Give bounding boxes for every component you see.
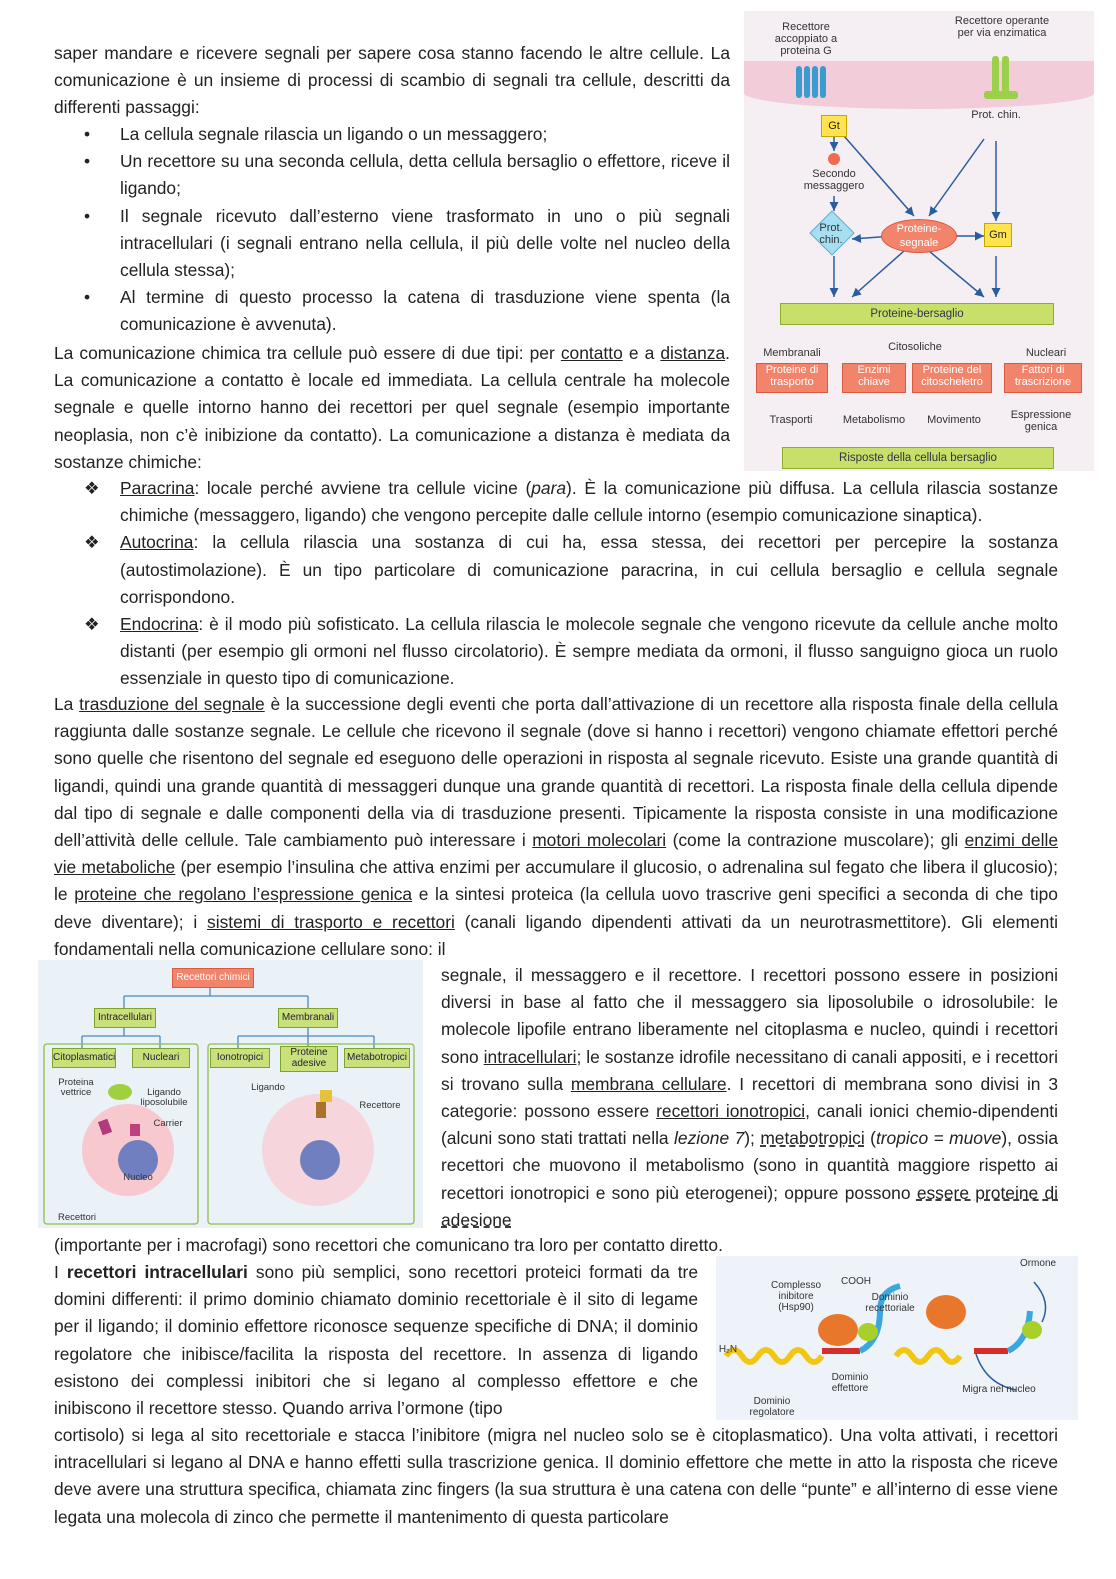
list-item: • Al termine di questo processo la catena di trasduzione viene spenta (la comunicazione è avvenuta). [84,287,730,335]
transduction-paragraph: La trasduzione del segnale è la successione degli eventi che porta dall’attivazione di un recettore alla risposta finale della cellula raggiunta dalle sostanze segnale. Le cellule che ricevono il segnale (dove si hanno i recettori) vengono chiamate effettori perché sono quelle che risentono del segnale ed eseguono delle operazioni in risposta al segnale ricevuto. Esiste una grande quantità di ligandi, quindi una grande quantità di messaggeri dunque una grande quantità di recettori. La risposta finale della cellula dipende dal tipo di segnale e dalle componenti della via di trasduzione presenti. Tipicamente la risposta consiste in una modificazione dell’attività delle cellule. Tale cambiamento può interessare i motori molecolari (come la contrazione muscolare); gli enzimi delle vie metaboliche (per esempio l’insulina che attiva enzimi per accumulare il glucosio, o adrenalina sul fegato che libera il glucosio); le proteine che regolano l’espressione genica e la sintesi proteica (la cellula uovo trascrive geni specifici a seconda di che tipo deve diventare); i sistemi di trasporto e recettori (canali ligando dipendenti attivati da un neurotrasmettitore). Gli elementi fondamentali nella comunicazione cellulare sono: il [54,694,1059,959]
target-cell-responses-bar: Risposte della cellula bersaglio [782,447,1054,469]
migrates-nucleus-label: Migra nel nucleo [962,1384,1036,1395]
nucleari-label: Nucleari [1025,347,1067,359]
ionotropic-node: Ionotropici [210,1048,270,1068]
gt-protein: Gt [821,115,847,137]
cytoplasmic-node: Citoplasmatici [52,1048,116,1068]
gpcr-label: Recettore accoppiato a proteina G [774,21,838,57]
transport-proteins: Proteine di trasporto [756,363,828,393]
nuclear-node: Nucleari [132,1048,190,1068]
regulatory-domain-label: Dominio regolatore [749,1396,795,1418]
chemical-receptors-figure [38,960,423,1228]
list-item: • La cellula segnale rilascia un ligando o un messaggero; [84,124,548,144]
steps-list [54,121,730,339]
carrier-protein-label: Proteina vettrice [58,1077,94,1098]
intro-paragraph: saper mandare e ricevere segnali per sapere cosa stanno facendo le altre cellule. La comunicazione è un insieme di processi di scambio di segnali tra cellule, descritti da differenti passaggi: [54,43,730,118]
adhesive-proteins-node: Proteine adesive [280,1046,338,1072]
prot-chin-left: Prot. chin. [819,222,843,246]
chemical-receptors-node: Recettori chimici [172,968,254,988]
second-messenger-label: Secondo messaggero [803,168,865,192]
membranali-label: Membranali [763,347,821,359]
regulatory-domain-right [896,1350,960,1362]
gpcr-receptor-icon [796,66,826,98]
key-enzymes: Enzimi chiave [842,363,906,393]
list-item-autocrina: ❖ Autocrina: la cellula rilascia una sostanza di cui ha, essa stessa, dei recettori per percepire la sostanza (autostimolazione). È un tipo particolare di comunicazione paracrina, in cui cellula bersaglio e cellula segnale corrispondono. [84,532,1058,607]
carrier-protein-icon [108,1084,132,1100]
hormone-label: Ormone [1019,1258,1057,1269]
inhibitor-complex-label: Complesso inibitore (Hsp90) [770,1280,822,1313]
ligand-label: Ligando [251,1082,285,1093]
liposoluble-ligand-label: Ligando liposolubile [140,1087,188,1108]
nucleus-label: Nucleo [123,1172,153,1183]
transcription-factors: Fattori di trascrizione [1004,363,1082,393]
receptors-label: Recettori [57,1212,96,1223]
metabotropic-node: Metabotropici [344,1048,410,1068]
target-proteins-bar: Proteine-bersaglio [780,303,1054,325]
receptor-domain-label: Dominio recettoriale [865,1292,915,1314]
list-item: • Il segnale ricevuto dall’esterno viene trasformato in uno o più segnali intracellulari (i segnali entrano nella cellula, il più delle volte nel nucleo della cellula stessa); [84,205,730,281]
intracellular-node: Intracellulari [94,1008,156,1028]
enzyme-receptor-icon [984,56,1018,99]
communication-paragraph: La comunicazione chimica tra cellule può essere di due tipi: per contatto e a distanza. La comunicazione a contatto è locale ed immediata. La cellula centrale ha molecole segnale e quelle intorno hanno dei recettori per quel segnale (esempio importante neoplasia, non c’è inibizione da contatto). La comunicazione a distanza è mediata da sostanze chimiche: [54,343,730,472]
receptor-label: Recettore [359,1100,401,1111]
list-item-endocrina: ❖ Endocrina: è il modo più sofisticato. La cellula rilascia le molecole segnale che vengono ricevute da cellule anche molto distanti (per esempio gli ormoni nel flusso circolatorio). È sempre mediata da ormoni, il flusso sanguigno gioca un ruolo essenziale in questo tipo di comunicazione. [84,614,1058,689]
hsp90-icon [818,1314,858,1346]
intracellular-tail: cortisolo) si lega al sito recettoriale e stacca l’inibitore (migra nel nucleo solo se è citoplasmatico). Una volta attivati, i recettori intracellulari si legano al DNA e hanno effetti sulla trascrizione genica. Il dominio effettore che mette in atto la risposta che riceve deve avere una struttura specifica, chiamata zinc fingers (la sua struttura è una catena con delle “punte” e all’interno di esse viene legata una molecola di zinco che permette il mantenimento di questa particolare [54,1425,1058,1527]
membrane-node: Membranali [278,1008,338,1028]
outcome-metabolismo: Metabolismo [842,414,906,426]
communication-types-list [54,475,1058,693]
citosoliche-label: Citosoliche [888,341,942,353]
h2n-label: H₂N [718,1344,738,1355]
enzyme-receptor-label: Recettore operante per via enzimatica [954,15,1050,39]
signal-transduction-figure [744,11,1094,471]
outcome-trasporti: Trasporti [769,414,813,426]
second-messenger-dot [828,153,840,165]
cytoskeleton-proteins: Proteine del citoscheletro [912,363,992,393]
list-item: • Un recettore su una seconda cellula, detta cellula bersaglio o effettore, riceve il ligando; [84,151,730,199]
prot-chin-right: Prot. chin. [971,109,1021,121]
receptors-paragraph: segnale, il messaggero e il recettore. I recettori possono essere in posizioni diversi in base al fatto che il messaggero sia liposolubile o idrosolubile: le molecole lipofile entrano liberamente nel citoplasma e nucleo, quindi i recettori sono intracellulari; le sostanze idrofile necessitano di canali appositi, e i recettori si trovano sulla membrana cellulare. I recettori di membrana sono divisi in 3 categorie: possono essere recettori ionotropici, canali ionici chemio-dipendenti (alcuni sono stati trattati nella lezione 7); metabotropici (tropico = muove), ossia recettori che muovono il metabolismo (sono in quantità maggiore rispetto ai recettori ionotropici e sono più eterogenei); oppure possono essere proteine di adesione [441,965,1058,1230]
cooh-label: COOH [841,1276,871,1287]
signal-proteins: Proteine- segnale [881,219,957,253]
nucleus-right [300,1140,340,1180]
list-item-paracrina: ❖ Paracrina: locale perché avviene tra cellule vicine (para). È la comunicazione più diffusa. La cellula rilascia sostanze chimiche (messaggero, ligando) che vengono percepite dalle cellule intorno (esempio comunicazione sinaptica). [84,478,1058,526]
carrier-label: Carrier [153,1118,183,1129]
intracellular-paragraph: I recettori intracellulari sono più semplici, sono recettori proteici formati da tre domini differenti: il primo dominio chiamato dominio recettoriale è il sito di legame per il ligando; il dominio effettore riconosce sequenze specifiche di DNA; il dominio regolatore che inibisce/facilita la risposta del recettore. In assenza di ligando esistono dei complessi inibitori che si legano al complesso effettore e che inibiscono il recettore stesso. Quando arriva l’ormone (tipo [54,1262,698,1419]
regulatory-domain-left [726,1350,822,1362]
outcome-espressione: Espressione genica [1010,409,1072,433]
gm-protein: Gm [984,223,1012,247]
intracellular-receptor-figure [716,1256,1078,1420]
outcome-movimento: Movimento [927,414,981,426]
effector-domain-label: Dominio effettore [831,1372,869,1394]
receptors-tail: (importante per i macrofagi) sono recettori che comunicano tra loro per contatto diretto. [54,1235,723,1255]
